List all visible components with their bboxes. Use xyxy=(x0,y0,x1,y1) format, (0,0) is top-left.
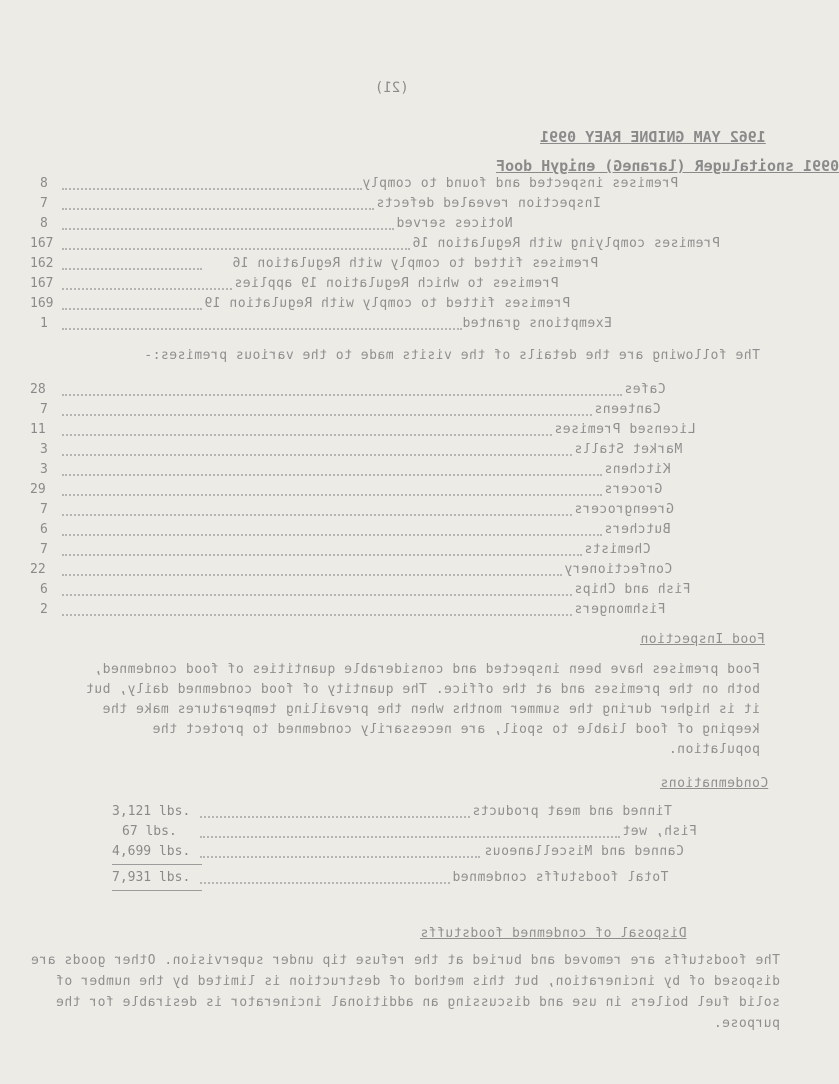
row-label: Premises inspected and found to comply xyxy=(362,176,679,191)
total-rule xyxy=(112,864,202,865)
row-label: Premises fitted to comply with Regulation 16 xyxy=(232,256,599,271)
leader-dots xyxy=(62,328,462,331)
leader-dots xyxy=(62,534,602,537)
row-label: Greengrocers xyxy=(574,502,674,517)
row-value: 7,931 lbs. xyxy=(112,870,191,885)
leader-dots xyxy=(62,614,572,617)
leader-dots xyxy=(62,394,622,397)
row-value: 7 xyxy=(40,196,48,211)
leader-dots xyxy=(200,816,470,819)
food-inspection-heading: Food Inspection xyxy=(640,632,765,647)
row-label: Tinned and meat products xyxy=(472,804,672,819)
leader-dots xyxy=(62,288,232,291)
leader-dots xyxy=(62,514,572,517)
row-label: Premises to which Regulation 19 applies xyxy=(234,276,559,291)
row-value: 6 xyxy=(40,582,48,597)
row-value: 7 xyxy=(40,402,48,417)
leader-dots xyxy=(62,474,602,477)
food-inspection-paragraph: Food premises have been inspected and considerable quantities of food condemned, both on the premises and at the office. The quantity of food condemned daily, but it is higher during the summer months when the prevailing temperatures make the keeping of food liable to spoil, are necessarily condemned to protect the population. xyxy=(85,662,760,757)
row-label: Fish, wet xyxy=(622,824,697,839)
leader-dots xyxy=(62,268,202,271)
leader-dots xyxy=(62,228,394,231)
page-subtitle: 0991 snoitalugeR (laraneG) enigyH dooF xyxy=(496,157,839,175)
row-label: Canned and Miscellaneous xyxy=(484,844,684,859)
leader-dots xyxy=(62,494,602,497)
row-label: Canteens xyxy=(594,402,661,417)
row-label: Butchers xyxy=(604,522,671,537)
row-label: Grocers xyxy=(604,482,663,497)
row-value: 6 xyxy=(40,522,48,537)
row-value: 1 xyxy=(40,316,48,331)
row-value: 3 xyxy=(40,462,48,477)
row-value: 29 xyxy=(30,482,46,497)
row-label: Confectionery xyxy=(564,562,673,577)
row-label: Notices served xyxy=(396,216,513,231)
row-value: 4,699 lbs. xyxy=(112,844,191,859)
row-value: 7 xyxy=(40,542,48,557)
leader-dots xyxy=(62,574,562,577)
row-value: 2 xyxy=(40,602,48,617)
condemnations-heading: Condemnations xyxy=(660,776,769,791)
row-value: 7 xyxy=(40,502,48,517)
leader-dots xyxy=(62,434,552,437)
row-label: Fishmongers xyxy=(574,602,666,617)
row-value: 169 xyxy=(30,296,54,311)
leader-dots xyxy=(62,414,592,417)
disposal-heading: Disposal of condemned foodstuffs xyxy=(420,926,687,941)
row-label: Licensed Premises xyxy=(554,422,696,437)
leader-dots xyxy=(62,454,572,457)
row-value: 8 xyxy=(40,176,48,191)
row-label: Premises fitted to comply with Regulation 19 xyxy=(204,296,571,311)
page-title: 1962 YAM GNIDNE RAEY 0991 xyxy=(540,128,766,146)
total-rule xyxy=(112,890,202,891)
row-label: Market Stalls xyxy=(574,442,683,457)
row-value: 67 lbs. xyxy=(122,824,177,839)
row-value: 167 xyxy=(30,276,54,291)
row-label: Chemists xyxy=(584,542,651,557)
row-label: Premises complying with Regulation 16 xyxy=(412,236,721,251)
row-value: 11 xyxy=(30,422,46,437)
row-label: Kitchens xyxy=(604,462,671,477)
row-value: 28 xyxy=(30,382,46,397)
row-value: 3,121 lbs. xyxy=(112,804,191,819)
section-2-intro: The following are the details of the visits made to the various premises:- xyxy=(143,348,760,363)
leader-dots xyxy=(200,882,450,885)
row-label: Exemptions granted xyxy=(462,316,612,331)
row-value: 8 xyxy=(40,216,48,231)
leader-dots xyxy=(200,856,480,859)
leader-dots xyxy=(62,594,572,597)
row-value: 3 xyxy=(40,442,48,457)
row-label: Fish and Chips xyxy=(574,582,691,597)
leader-dots xyxy=(62,188,362,191)
leader-dots xyxy=(62,208,374,211)
leader-dots xyxy=(200,836,620,839)
leader-dots xyxy=(62,248,410,251)
row-value: 167 xyxy=(30,236,54,251)
row-label: Cafes xyxy=(624,382,666,397)
leader-dots xyxy=(62,308,202,311)
row-value: 22 xyxy=(30,562,46,577)
page-number: (21) xyxy=(375,80,409,96)
row-label: Total foodstuffs condemned xyxy=(452,870,669,885)
row-value: 162 xyxy=(30,256,54,271)
leader-dots xyxy=(62,554,582,557)
disposal-paragraph: The foodstuffs are removed and buried at the refuse tip under supervision. Other goods are disposed of by incineration, but this method of destruction is limited by the number of solid fuel boilers in use and discussing an additional incinerator is desirable for the purpose. xyxy=(30,953,780,1031)
row-label: Inspection revealed defects xyxy=(376,196,601,211)
